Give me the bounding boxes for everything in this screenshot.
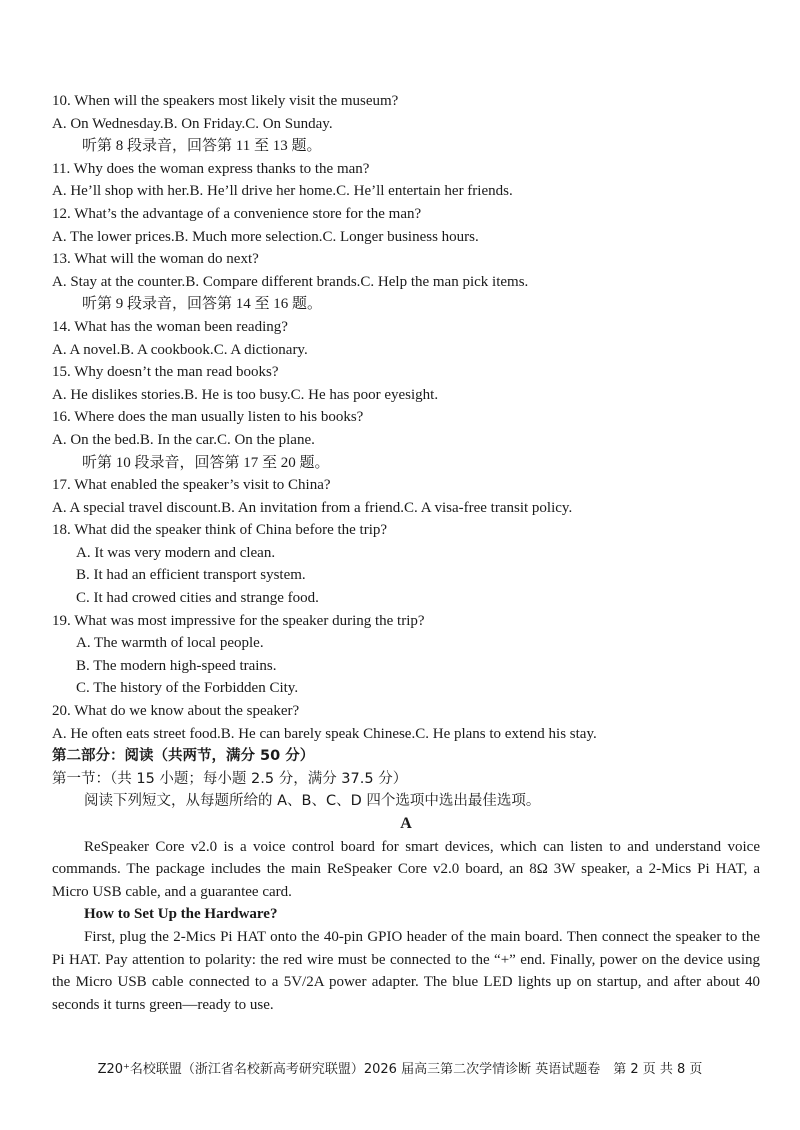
answer-option: C. The history of the Forbidden City. [76,680,299,697]
answer-option-b: B. He’ll drive her home. [189,183,337,200]
listening-instruction: 听第 8 段录音，回答第 11 至 13 题。 [82,138,322,155]
answer-option: B. It had an efficient transport system. [76,567,306,584]
answer-option-a: A. He often eats street food. [52,725,221,742]
question-stem: 19. What was most impressive for the speaker during the trip? [52,612,425,629]
answer-options-row [52,113,760,136]
answer-option-b: B. In the car. [139,431,217,448]
question-stem: 20. What do we know about the speaker? [52,703,300,720]
answer-option-c: C. Help the man pick items. [360,273,529,290]
question-stem: 12. What’s the advantage of a convenience store for the man? [52,205,422,222]
answer-option-b: B. He can barely speak Chinese. [220,725,416,742]
question-stem: 18. What did the speaker think of China before the trip? [52,522,388,539]
reading-instruction: 阅读下列短文，从每题所给的 A、B、C、D 四个选项中选出最佳选项。 [84,793,541,810]
answer-options-row [52,339,760,362]
answer-option-c: C. On the plane. [216,431,315,448]
passage-paragraph-1: ReSpeaker Core v2.0 is a voice control board for smart devices, which can listen to and understand voice commands. The package includes the main ReSpeaker Core v2.0 board, an 8Ω 3W speaker, a 2-Mics Pi HAT, a Micro USB cable, and a guarantee card. [52,838,760,900]
passage-heading: How to Set Up the Hardware? [84,906,278,923]
answer-option-b: B. On Friday. [163,115,246,132]
answer-option-b: B. A cookbook. [120,341,214,358]
answer-option-a: A. On Wednesday. [52,115,164,132]
question-stem: 11. Why does the woman express thanks to the man? [52,160,370,177]
answer-options-row [52,384,760,407]
question-stem: 10. When will the speakers most likely visit the museum? [52,93,399,109]
answer-options-row [52,497,760,520]
answer-option-b: B. An invitation from a friend. [221,499,405,516]
answer-options-row [52,723,760,746]
listening-instruction: 听第 9 段录音，回答第 14 至 16 题。 [82,296,323,313]
answer-option-a: A. He’ll shop with her. [52,183,190,200]
passage-letter: A [400,815,412,832]
answer-option-c: C. He has poor eyesight. [290,386,439,403]
answer-options-row [52,226,760,249]
answer-option-c: C. A visa-free transit policy. [404,499,573,516]
answer-options-row [52,271,760,294]
question-stem: 13. What will the woman do next? [52,251,259,268]
answer-options-row [52,429,760,452]
answer-option-b: B. Much more selection. [174,228,323,245]
page-footer: Z20⁺名校联盟（浙江省名校新高考研究联盟）2026 届高三第二次学情诊断 英语试题卷 第 2 页 共 8 页 [97,1062,703,1077]
answer-option-c: C. Longer business hours. [322,228,479,245]
answer-option-c: C. On Sunday. [245,115,333,132]
answer-options-row [52,180,760,203]
answer-option: B. The modern high-speed trains. [76,657,277,674]
answer-option: C. It had crowed cities and strange food. [76,590,319,607]
answer-option-a: A. A special travel discount. [52,499,222,516]
answer-option: A. The warmth of local people. [76,635,264,652]
section-title: 第二部分：阅读（共两节，满分 50 分） [52,748,315,765]
subsection-title: 第一节：（共 15 小题；每小题 2.5 分，满分 37.5 分） [52,770,408,787]
listening-instruction: 听第 10 段录音，回答第 17 至 20 题。 [82,454,330,471]
question-stem: 17. What enabled the speaker’s visit to China? [52,477,331,494]
answer-option-a: A. A novel. [52,341,121,358]
answer-option: A. It was very modern and clean. [76,544,276,561]
answer-option-c: C. He plans to extend his stay. [415,725,597,742]
question-stem: 16. Where does the man usually listen to his books? [52,409,364,426]
passage-paragraph-2: First, plug the 2-Mics Pi HAT onto the 40-pin GPIO header of the main board. Then connect the speaker to the Pi HAT. Pay attention to polarity: the red wire must be connected to the “+” end. Finally, power on the device using the Micro USB cable connected to a 5V/2A power adapter. The blue LED lights up on startup, and after about 40 seconds it turns green—ready to use. [52,928,760,1013]
answer-option-b: B. Compare different brands. [185,273,361,290]
answer-option-c: C. He’ll entertain her friends. [336,183,513,200]
answer-option-a: A. On the bed. [52,431,140,448]
answer-option-a: A. Stay at the counter. [52,273,186,290]
answer-option-c: C. A dictionary. [213,341,308,358]
answer-option-b: B. He is too busy. [184,386,291,403]
answer-option-a: A. The lower prices. [52,228,175,245]
question-stem: 15. Why doesn’t the man read books? [52,364,279,381]
question-stem: 14. What has the woman been reading? [52,318,288,335]
answer-option-a: A. He dislikes stories. [52,386,185,403]
listening-section [52,90,760,745]
